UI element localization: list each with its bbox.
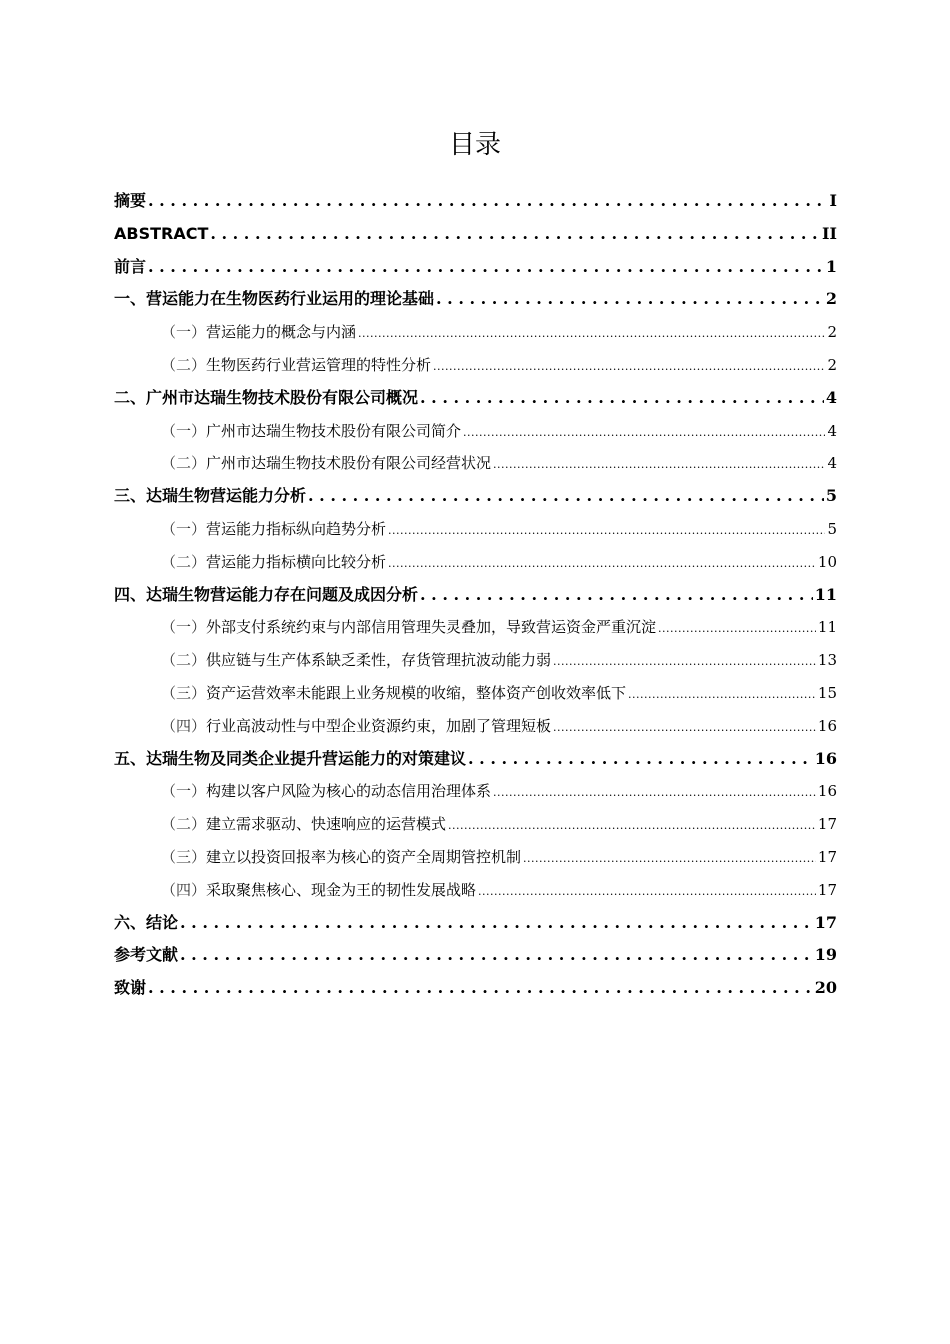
toc-entry-page-number: 4 <box>825 387 837 407</box>
toc-entry[interactable] <box>114 710 837 743</box>
toc-entry[interactable] <box>114 218 837 251</box>
toc-entry-label: 生物医药行业营运管理的特性分析 <box>206 355 432 374</box>
toc-entry-label: 外部支付系统约束与内部信用管理失灵叠加，导致营运资金严重沉淀 <box>206 618 657 637</box>
toc-entry-number: （二） <box>161 552 207 571</box>
toc-entry-page-number: II <box>822 223 837 243</box>
toc-entry-page-number: 2 <box>827 355 837 374</box>
toc-entry-label: 达瑞生物及同类企业提升营运能力的对策建议 <box>146 748 467 768</box>
toc-dot-leader <box>420 382 824 415</box>
toc-entry-label: 采取聚焦核心、现金为王的韧性发展战略 <box>206 880 477 899</box>
toc-dot-leader <box>493 447 825 480</box>
toc-entry-number: 一、 <box>114 289 147 309</box>
toc-entry-page-number: 17 <box>814 912 837 932</box>
toc-entry-page-number: 13 <box>817 651 837 670</box>
toc-entry[interactable] <box>114 611 837 644</box>
toc-entry-page-number: 4 <box>827 421 837 440</box>
toc-dot-leader <box>388 546 816 579</box>
page-title: 目录 <box>448 130 501 160</box>
toc-entry[interactable] <box>114 841 837 874</box>
toc-dot-leader <box>448 808 816 841</box>
toc-entry-label: 前言 <box>114 256 147 276</box>
toc-entry-label: 营运能力指标纵向趋势分析 <box>206 519 387 538</box>
toc-dot-leader <box>493 775 816 808</box>
toc-entry[interactable] <box>114 546 837 579</box>
toc-entry-label: 构建以客户风险为核心的动态信用治理体系 <box>206 782 492 801</box>
toc-entry-label: 营运能力的概念与内涵 <box>206 323 357 342</box>
toc-entry-number: 四、 <box>114 584 147 604</box>
toc-entry-page-number: 16 <box>814 748 837 768</box>
toc-entry-number: 三、 <box>114 486 147 506</box>
toc-entry-label: 致谢 <box>114 978 147 998</box>
toc-entry-number: （四） <box>161 716 207 735</box>
toc-entry-label: 达瑞生物营运能力存在问题及成因分析 <box>146 584 419 604</box>
toc-entry-number: （三） <box>161 847 207 866</box>
toc-dot-leader <box>358 316 825 349</box>
toc-entry-label: 广州市达瑞生物技术股份有限公司概况 <box>146 387 419 407</box>
toc-dot-leader <box>148 185 828 218</box>
toc-entry-number: （一） <box>161 421 207 440</box>
toc-entry[interactable] <box>114 316 837 349</box>
toc-entry-label: 达瑞生物营运能力分析 <box>146 486 307 506</box>
toc-entry-number: 二、 <box>114 387 147 407</box>
toc-entry-number: （四） <box>161 880 207 899</box>
toc-entry-page-number: 1 <box>825 256 837 276</box>
toc-dot-leader <box>463 415 825 448</box>
toc-entry-page-number: 11 <box>814 584 837 604</box>
toc-entry-page-number: 17 <box>817 815 837 834</box>
toc-entry[interactable] <box>114 972 837 1005</box>
toc-entry[interactable] <box>114 579 837 612</box>
toc-entry-number: （一） <box>161 618 207 637</box>
toc-entry-page-number: 4 <box>827 454 837 473</box>
toc-dot-leader <box>388 513 825 546</box>
toc-dot-leader <box>628 677 816 710</box>
toc-dot-leader <box>148 972 813 1005</box>
toc-entry[interactable] <box>114 185 837 218</box>
toc-entry[interactable] <box>114 808 837 841</box>
toc-entry-label: 行业高波动性与中型企业资源约束，加剧了管理短板 <box>206 716 552 735</box>
toc-entry[interactable] <box>114 415 837 448</box>
toc-entry-label: 结论 <box>146 912 179 932</box>
toc-entry-number: （二） <box>161 651 207 670</box>
toc-entry-label: 建立需求驱动、快速响应的运营模式 <box>206 815 447 834</box>
toc-dot-leader <box>436 283 824 316</box>
toc-dot-leader <box>308 480 824 513</box>
toc-entry[interactable] <box>114 677 837 710</box>
toc-entry-number: （三） <box>161 683 207 702</box>
toc-entry[interactable] <box>114 513 837 546</box>
toc-dot-leader <box>180 907 813 940</box>
toc-entry[interactable] <box>114 939 837 972</box>
toc-dot-leader <box>478 874 816 907</box>
toc-entry-page-number: 11 <box>817 618 837 637</box>
toc-entry-page-number: 17 <box>817 880 837 899</box>
toc-entry[interactable] <box>114 251 837 284</box>
toc-dot-leader <box>553 710 816 743</box>
toc-entry-label: ABSTRACT <box>114 223 209 243</box>
toc-dot-leader <box>468 743 813 776</box>
toc-entry-label: 参考文献 <box>114 945 179 965</box>
toc-entry-label: 供应链与生产体系缺乏柔性，存货管理抗波动能力弱 <box>206 651 552 670</box>
toc-dot-leader <box>658 611 816 644</box>
toc-entry-page-number: 2 <box>827 323 837 342</box>
toc-entry-label: 建立以投资回报率为核心的资产全周期管控机制 <box>206 847 522 866</box>
toc-dot-leader <box>210 218 820 251</box>
toc-entry[interactable] <box>114 775 837 808</box>
toc-dot-leader <box>523 841 816 874</box>
toc-entry[interactable] <box>114 447 837 480</box>
toc-entry-page-number: 2 <box>825 289 837 309</box>
toc-entry[interactable] <box>114 382 837 415</box>
toc-entry-label: 营运能力指标横向比较分析 <box>206 552 387 571</box>
toc-dot-leader <box>148 251 824 284</box>
toc-entry[interactable] <box>114 874 837 907</box>
toc-entry-number: （二） <box>161 355 207 374</box>
toc-entry[interactable] <box>114 907 837 940</box>
toc-dot-leader <box>433 349 825 382</box>
toc-entry-page-number: 20 <box>814 978 837 998</box>
toc-entry-page-number: 5 <box>827 519 837 538</box>
toc-entry-page-number: I <box>829 191 837 210</box>
toc-entry-label: 营运能力在生物医药行业运用的理论基础 <box>146 289 435 309</box>
toc-entry-number: （一） <box>161 782 207 801</box>
toc-entry-number: 六、 <box>114 912 147 932</box>
toc-entry-page-number: 16 <box>817 782 837 801</box>
toc-entry-page-number: 10 <box>817 552 837 571</box>
toc-entry-page-number: 19 <box>814 945 837 965</box>
toc-dot-leader <box>553 644 816 677</box>
toc-entry-label: 广州市达瑞生物技术股份有限公司简介 <box>206 421 462 440</box>
toc-entry[interactable] <box>114 480 837 513</box>
toc-entry-page-number: 5 <box>825 486 837 506</box>
toc-entry-number: 五、 <box>114 748 147 768</box>
toc-entry-page-number: 15 <box>817 683 837 702</box>
toc-entry-page-number: 17 <box>817 847 837 866</box>
toc-entry-label: 资产运营效率未能跟上业务规模的收缩，整体资产创收效率低下 <box>206 683 627 702</box>
toc-entry[interactable] <box>114 644 837 677</box>
toc-entry-number: （一） <box>161 519 207 538</box>
toc-entry-label: 摘要 <box>114 191 147 210</box>
toc-entry[interactable] <box>114 283 837 316</box>
toc-entry-page-number: 16 <box>817 716 837 735</box>
table-of-contents <box>114 185 837 1005</box>
toc-dot-leader <box>420 579 813 612</box>
toc-entry-number: （一） <box>161 323 207 342</box>
toc-entry-number: （二） <box>161 454 207 473</box>
toc-dot-leader <box>180 939 813 972</box>
toc-entry-number: （二） <box>161 815 207 834</box>
toc-entry-label: 广州市达瑞生物技术股份有限公司经营状况 <box>206 454 492 473</box>
toc-entry[interactable] <box>114 349 837 382</box>
toc-entry[interactable] <box>114 743 837 776</box>
